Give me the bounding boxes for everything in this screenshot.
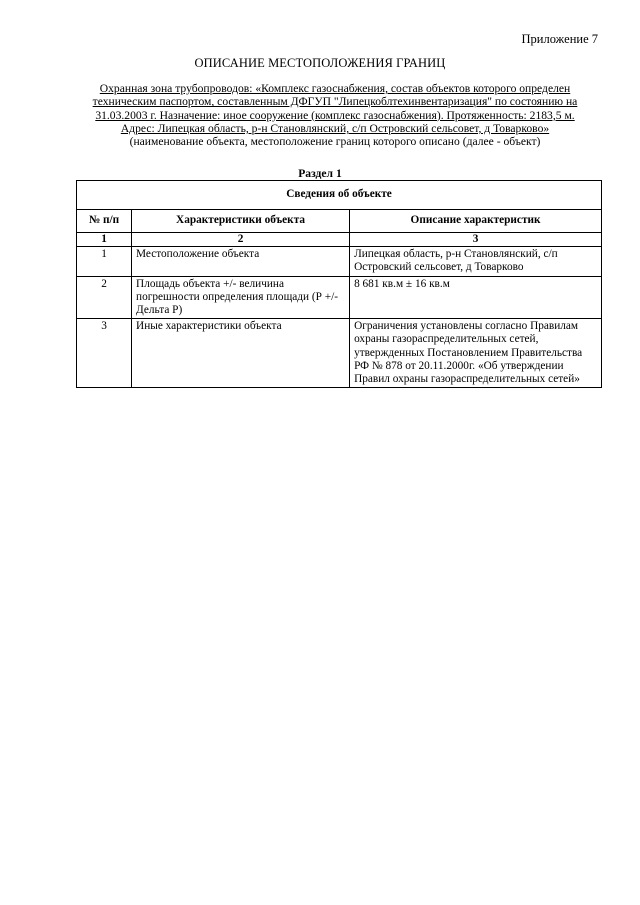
column-number-row [77,233,602,247]
row-description: Липецкая область, р-н Становлянский, с/п Островский сельсовет, д Товарково [350,247,602,276]
header-description: Описание характеристик [350,210,602,233]
row-description: Ограничения установлены согласно Правилам охраны газораспределительных сетей, утвержденных Постановлением Правительства РФ № 878 от 20.11.2000г. «Об утверждении Правил охраны газораспределительных сетей» [350,319,602,388]
row-description: 8 681 кв.м ± 16 кв.м [350,276,602,319]
object-line-3: 31.03.2003 г. Назначение: иное сооружение (комплекс газоснабжения). Протяженность: 2183,5 м. [95,108,575,122]
object-caption: (наименование объекта, местоположение границ которого описано (далее - объект) [129,135,541,149]
header-number: № п/п [77,210,132,233]
object-line-1: Охранная зона трубопроводов: «Комплекс газоснабжения, состав объектов которого определен [99,82,571,95]
table-caption-row [77,181,602,210]
appendix-label: Приложение 7 [521,32,598,46]
column-number-2: 2 [132,233,350,247]
section-title: Раздел 1 [298,167,342,180]
table-row [77,319,602,388]
table-caption: Сведения об объекте [77,181,602,210]
object-info-table [76,180,602,388]
object-description [72,82,598,148]
row-characteristic: Площадь объекта +/- величина погрешности определения площади (Р +/- Дельта Р) [132,276,350,319]
document-title: ОПИСАНИЕ МЕСТОПОЛОЖЕНИЯ ГРАНИЦ [194,56,446,70]
table-row [77,247,602,276]
row-number: 1 [77,247,132,276]
column-number-1: 1 [77,233,132,247]
table-row [77,276,602,319]
column-number-3: 3 [350,233,602,247]
row-characteristic: Местоположение объекта [132,247,350,276]
row-number: 3 [77,319,132,388]
object-line-4: Адрес: Липецкая область, р-н Становлянский, с/п Островский сельсовет, д Товарково» [120,121,550,135]
header-characteristic: Характеристики объекта [132,210,350,233]
row-number: 2 [77,276,132,319]
row-characteristic: Иные характеристики объекта [132,319,350,388]
table-header-row [77,210,602,233]
object-line-2: техническим паспортом, составленным ДФГУП "Липецкоблтехинвентаризация" по состоянию на [92,95,578,109]
